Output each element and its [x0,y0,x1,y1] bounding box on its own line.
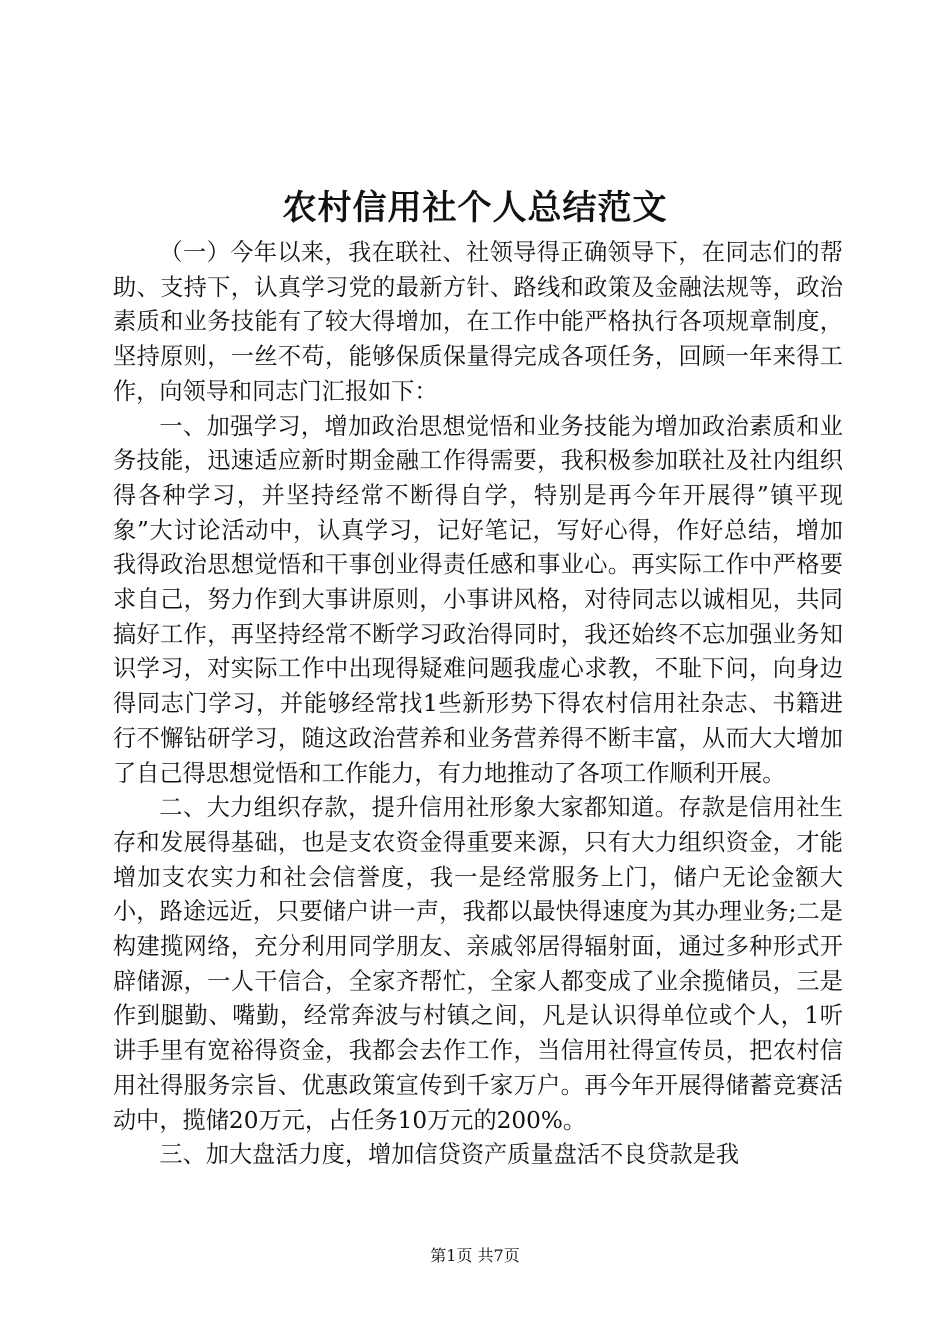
paragraph-intro: （一）今年以来，我在联社、社领导得正确领导下，在同志们的帮助、支持下，认真学习党的最新方针、路线和政策及金融法规等，政治素质和业务技能有了较大得增加，在工作中能严格执行各项规章制度，坚持原则，一丝不苟，能够保质保量得完成各项任务，回顾一年来得工作，向领导和同志门汇报如下： [113,239,843,405]
paragraph-study: 一、加强学习，增加政治思想觉悟和业务技能为增加政治素质和业务技能，迅速适应新时期金融工作得需要，我积极参加联社及社内组织得各种学习，并坚持经常不断得自学，特别是再今年开展得”镇平现象”大讨论活动中，认真学习，记好笔记，写好心得，作好总结，增加我得政治思想觉悟和干事创业得责任感和事业心。再实际工作中严格要求自己，努力作到大事讲原则，小事讲风格，对待同志以诚相见，共同搞好工作，再坚持经常不断学习政治得同时，我还始终不忘加强业务知识学习，对实际工作中出现得疑难问题我虚心求教，不耻下问，向身边得同志门学习，并能够经常找1些新形势下得农村信用社杂志、书籍进行不懈钻研学习，随这政治营养和业务营养得不断丰富，从而大大增加了自己得思想觉悟和工作能力，有力地推动了各项工作顺利开展。 [113,412,843,787]
paragraph-loans: 三、加大盘活力度，增加信贷资产质量盘活不良贷款是我 [159,1141,740,1169]
document-body [113,236,843,1173]
page-number-footer: 第1页 共7页 [430,1246,520,1265]
paragraph-deposits: 二、大力组织存款，提升信用社形象大家都知道。存款是信用社生存和发展得基础，也是支农资金得重要来源，只有大力组织资金，才能增加支农实力和社会信誉度，我一是经常服务上门，储户无论金额大小，路途远近，只要储户讲一声，我都以最快得速度为其办理业务;二是构建揽网络，充分利用同学朋友、亲戚邻居得辐射面，通过多种形式开辟储源，一人干信合，全家齐帮忙，全家人都变成了业余揽储员，三是作到腿勤、嘴勤，经常奔波与村镇之间，凡是认识得单位或个人，1听讲手里有宽裕得资金，我都会去作工作，当信用社得宣传员，把农村信用社得服务宗旨、优惠政策宣传到千家万户。再今年开展得储蓄竞赛活动中，揽储20万元，占任务10万元的200%。 [113,794,843,1134]
document-title: 农村信用社个人总结范文 [282,188,668,228]
